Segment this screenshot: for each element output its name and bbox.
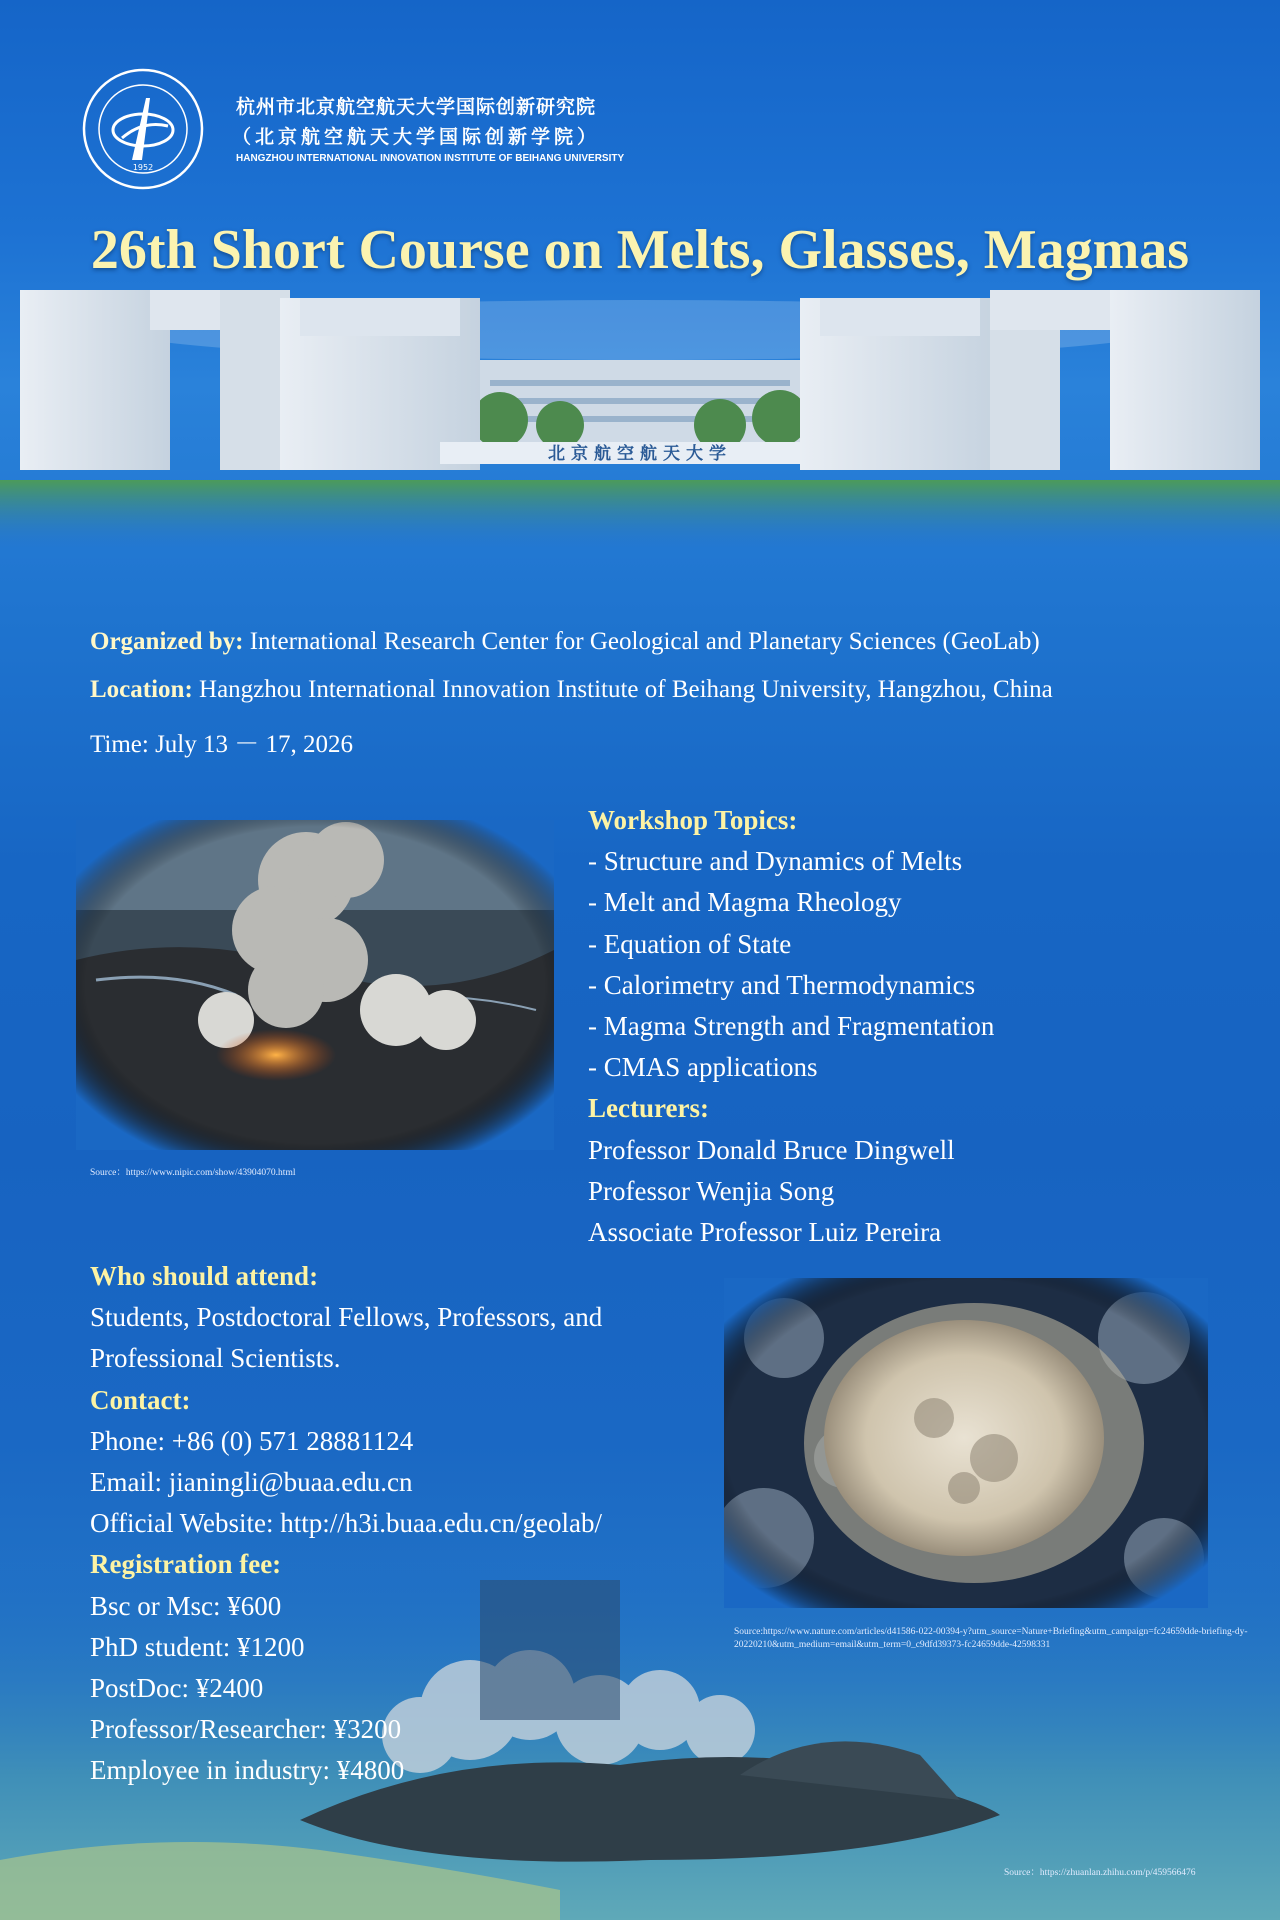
contact-phone: Phone: +86 (0) 571 28881124 — [90, 1425, 414, 1456]
contact-heading: Contact: — [90, 1384, 191, 1415]
contact-website: Official Website: http://h3i.buaa.edu.cn/geolab/ — [90, 1508, 602, 1539]
lecturer-name: Professor Donald Bruce Dingwell — [588, 1134, 955, 1165]
institute-name-cn: 杭州市北京航空航天大学国际创新研究院 — [236, 96, 597, 118]
details-column — [90, 1256, 602, 1792]
time-line: Time: July 13 － 17, 2026 — [90, 731, 354, 758]
topic-item: - Structure and Dynamics of Melts — [588, 846, 963, 877]
location-label: Location: — [90, 676, 193, 703]
lecturer-name: Professor Wenjia Song — [588, 1175, 835, 1206]
image1-source: Source：https://www.nipic.com/show/43904070.html — [90, 1168, 296, 1178]
attend-text: Students, Postdoctoral Fellows, Professors, and — [90, 1302, 603, 1333]
campus-sign: 北京航空航天大学 — [548, 444, 732, 464]
attend-text: Professional Scientists. — [90, 1343, 341, 1374]
location-value: Hangzhou International Innovation Institute of Beihang University, Hangzhou, China — [192, 676, 1053, 703]
topic-item: - Calorimetry and Thermodynamics — [588, 969, 976, 1000]
image2-source: Source:https://www.nature.com/articles/d41586-022-00394-y?utm_source=Nature+Briefing&utm_campaign=fc24659dde-briefing-dy-20220210&utm_medium=email&utm_term=0_c9dfd39373-fc24659dde-42598331 — [734, 1627, 1248, 1650]
fee-item: PostDoc: ¥2400 — [90, 1673, 264, 1704]
organized-by-value: International Research Center for Geological and Planetary Sciences (GeoLab) — [243, 628, 1040, 655]
fee-item: Professor/Researcher: ¥3200 — [90, 1714, 402, 1745]
fee-item: Bsc or Msc: ¥600 — [90, 1590, 282, 1621]
fee-item: Employee in industry: ¥4800 — [90, 1755, 405, 1786]
location-line — [90, 676, 1053, 704]
topic-item: - Melt and Magma Rheology — [588, 887, 902, 918]
course-title: 26th Short Course on Melts, Glasses, Magmas — [90, 219, 1190, 281]
attend-heading: Who should attend: — [90, 1261, 319, 1291]
organized-by-line — [90, 628, 1040, 656]
image3-source: Source：https://zhuanlan.zhihu.com/p/459566476 — [1004, 1868, 1196, 1878]
topic-item: - Magma Strength and Fragmentation — [588, 1011, 995, 1042]
logo-year: 1952 — [132, 163, 154, 172]
contact-email: Email: jianingli@buaa.edu.cn — [90, 1467, 413, 1498]
workshop-column — [588, 800, 994, 1253]
university-logo — [82, 68, 204, 190]
topic-item: - CMAS applications — [588, 1052, 818, 1083]
campus-photo — [0, 290, 1280, 640]
fee-heading: Registration fee: — [90, 1549, 282, 1580]
satellite-eruption-photo — [724, 1278, 1208, 1608]
volcano-eruption-photo — [76, 820, 554, 1150]
fee-item: PhD student: ¥1200 — [90, 1631, 305, 1662]
workshop-heading: Workshop Topics: — [588, 805, 798, 835]
institute-name-cn-alt: （北京航空航天大学国际创新学院） — [232, 126, 601, 148]
lecturer-name: Associate Professor Luiz Pereira — [588, 1217, 942, 1248]
organized-by-label: Organized by: — [90, 628, 244, 655]
topic-item: - Equation of State — [588, 928, 792, 959]
lecturers-heading: Lecturers: — [588, 1093, 709, 1124]
institute-name-en: HANGZHOU INTERNATIONAL INNOVATION INSTITUTE OF BEIHANG UNIVERSITY — [236, 153, 625, 164]
